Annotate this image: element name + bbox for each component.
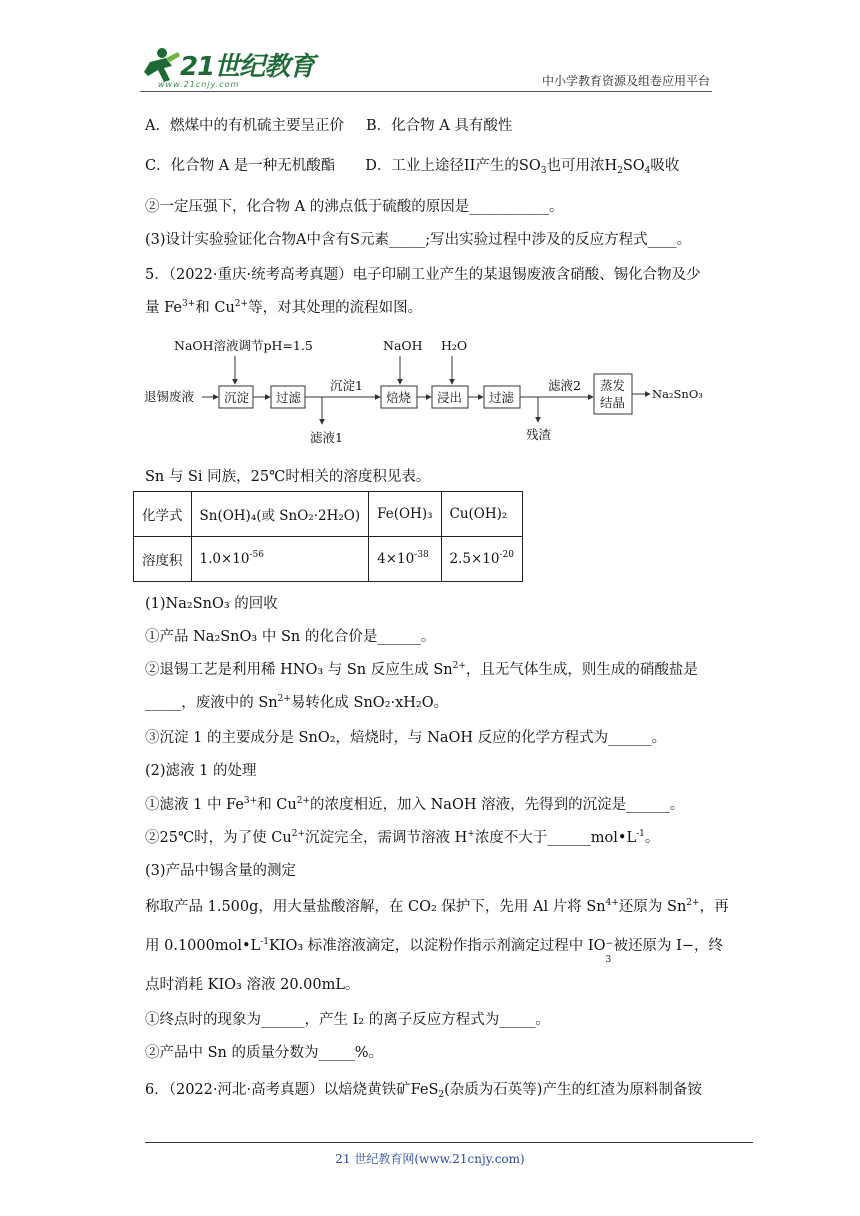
- table-header-sn: Sn(OH)₄(或 SnO₂·2H₂O): [191, 492, 369, 537]
- header-divider: [140, 91, 712, 92]
- table-row: [134, 492, 523, 537]
- part3-line3: 点时消耗 KIO₃ 溶液 20.00mL。: [145, 977, 360, 993]
- question-boiling-point: ②一定压强下，化合物 A 的沸点低于硫酸的原因是___________。: [145, 199, 564, 215]
- question5-line1: 5．（2022·重庆·统考高考真题）电子印刷工业产生的某退锡废液含硝酸、锡化合物及少: [145, 267, 701, 283]
- table-header-cu: Cu(OH)₂: [441, 492, 522, 537]
- flow-residue: 残渣: [526, 427, 552, 442]
- flow-box-evaporate: 蒸发: [600, 378, 626, 393]
- flow-box-filter2: 过滤: [489, 390, 515, 405]
- part3-q1: ①终点时的现象为______，产生 I₂ 的离子反应方程式为_____。: [145, 1012, 551, 1028]
- logo-url: www.21cnjy.com: [158, 80, 240, 89]
- solubility-table: [133, 491, 523, 582]
- flow-box-roast: 焙烧: [386, 390, 412, 405]
- flow-product: Na₂SnO₃: [652, 387, 703, 401]
- flow-precipitate1: 沉淀1: [330, 378, 363, 393]
- table-header-fe: Fe(OH)₃: [369, 492, 441, 537]
- part1-q2-line1: ②退锡工艺是利用稀 HNO₃ 与 Sn 反应生成 $Sn^{2+}$，且无气体生成，则生成的硝酸盐是: [145, 661, 698, 678]
- option-c: C．化合物 A 是一种无机酸酯: [145, 158, 336, 174]
- table-row: [134, 537, 523, 582]
- flow-box-precipitate: 沉淀: [224, 390, 250, 405]
- footer-divider: [145, 1142, 753, 1143]
- flow-input: 退锡废液: [144, 389, 195, 404]
- page-header: [140, 40, 710, 92]
- question5-line2: 量 $Fe^{3+}$和 $Cu^{2+}$等，对其处理的流程如图。: [145, 299, 423, 316]
- part1-q2-line2: _____，废液中的 $Sn^{2+}$易转化成 SnO₂·xH₂O。: [145, 694, 449, 711]
- option-row-ab: [145, 116, 512, 136]
- flow-reagent-naoh: NaOH: [383, 338, 423, 353]
- process-flowchart: [140, 334, 710, 449]
- option-row-cd: [145, 156, 679, 176]
- part3-q2: ②产品中 Sn 的质量分数为_____%。: [145, 1045, 384, 1061]
- ksp-cu: $2.5\times 10^{-20}$: [441, 537, 522, 582]
- flow-filtrate2: 滤液2: [548, 378, 581, 393]
- question6: 6．（2022·河北·高考真题）以焙烧黄铁矿FeS$_2$(杂质为石英等)产生的红渣为原料制备铵: [145, 1082, 702, 1100]
- part1-title: (1)Na₂SnO₃ 的回收: [145, 596, 278, 612]
- part2-q1: ①滤液 1 中 $Fe^{3+}$和 $Cu^{2+}$的浓度相近，加入 NaOH 溶液，先得到的沉淀是______。: [145, 796, 685, 813]
- part2-q2: ②25℃时，为了使 $Cu^{2+}$沉淀完全，需调节溶液 H+浓度不大于$\_\_\_\_\_\_mol•L^{-1}$。: [145, 829, 660, 846]
- table-row-label: 溶度积: [134, 537, 192, 582]
- platform-name: 中小学教育资源及组卷应用平台: [541, 74, 710, 88]
- footer-text[interactable]: 21 世纪教育网(www.21cnjy.com): [335, 1152, 525, 1166]
- logo-text: 21世纪教育: [180, 52, 315, 82]
- flow-box-crystallize: 结晶: [600, 395, 626, 410]
- flow-reagent-water: H₂O: [441, 338, 468, 353]
- part2-title: (2)滤液 1 的处理: [145, 763, 257, 779]
- ksp-fe: $4\times 10^{-38}$: [369, 537, 441, 582]
- option-d: D．工业上途径II产生的$SO_3$也可用浓$H_2SO_4$吸收: [365, 158, 680, 176]
- flow-box-filter1: 过滤: [276, 390, 302, 405]
- question-design-experiment: (3)设计实验验证化合物A中含有S元素_____;写出实验过程中涉及的反应方程式____。: [145, 232, 692, 248]
- part1-q3: ③沉淀 1 的主要成分是 SnO₂，焙烧时，与 NaOH 反应的化学方程式为______。: [145, 730, 667, 746]
- part3-line2: 用 $0.1000mol•L^{-1}KIO_3$ 标准溶液滴定，以淀粉作指示剂滴定过程中 IO − 3 被还原为 I−，终: [145, 937, 724, 965]
- flow-reagent-naoh-ph: NaOH溶液调节pH=1.5: [174, 338, 313, 353]
- table-header-formula: 化学式: [134, 492, 192, 537]
- part3-line1: 称取产品 1.500g，用大量盐酸溶解，在 CO₂ 保护下，先用 Al 片将 $Sn^{4+}$还原为 $Sn^{2+}$，再: [145, 898, 729, 915]
- ksp-sn: $1.0\times 10^{-56}$: [191, 537, 369, 582]
- option-b: B．化合物 A 具有酸性: [365, 118, 513, 134]
- part3-title: (3)产品中锡含量的测定: [145, 863, 297, 879]
- flow-filtrate1: 滤液1: [310, 430, 343, 445]
- option-a: A．燃煤中的有机硫主要呈正价: [145, 118, 344, 134]
- flow-box-leach: 浸出: [437, 390, 463, 405]
- part1-q1: ①产品 Na₂SnO₃ 中 Sn 的化合价是______。: [145, 629, 436, 645]
- sn-intro: Sn 与 Si 同族，25℃时相关的溶度积见表。: [145, 469, 431, 485]
